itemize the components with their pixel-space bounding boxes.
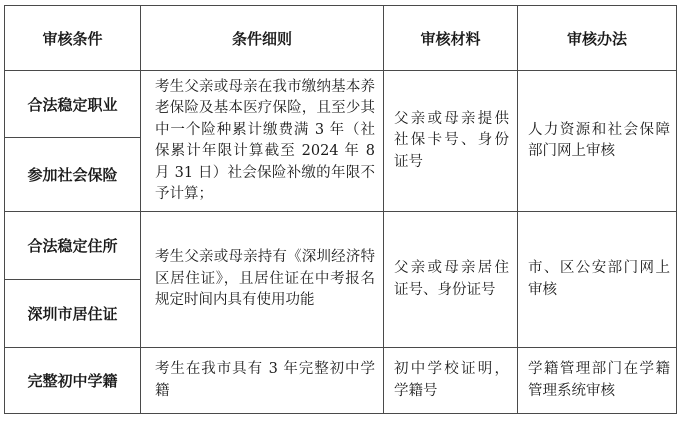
header-condition: 审核条件 — [5, 6, 141, 71]
review-table-wrapper — [4, 5, 676, 421]
materials-cell: 父亲或母亲提供社保卡号、身份证号 — [384, 71, 518, 212]
header-materials: 审核材料 — [384, 6, 518, 71]
method-cell: 人力资源和社会保障部门网上审核 — [518, 71, 677, 212]
condition-cell: 合法稳定职业 — [5, 71, 141, 138]
condition-cell: 深圳市居住证 — [5, 280, 141, 348]
header-method: 审核办法 — [518, 6, 677, 71]
condition-cell: 完整初中学籍 — [5, 348, 141, 414]
condition-cell: 合法稳定住所 — [5, 212, 141, 280]
materials-cell: 初中学校证明，学籍号 — [384, 348, 518, 414]
detail-cell: 考生在我市具有 3 年完整初中学籍 — [141, 348, 384, 414]
method-cell: 学籍管理部门在学籍管理系统审核 — [518, 348, 677, 414]
method-cell: 市、区公安部门网上审核 — [518, 212, 677, 348]
materials-cell: 父亲或母亲居住证号、身份证号 — [384, 212, 518, 348]
table-row — [5, 348, 677, 414]
header-detail: 条件细则 — [141, 6, 384, 71]
review-conditions-table — [4, 5, 677, 414]
condition-cell: 参加社会保险 — [5, 138, 141, 212]
table-row — [5, 71, 677, 138]
detail-cell: 考生父亲或母亲在我市缴纳基本养老保险及基本医疗保险，且至少其中一个险种累计缴费满 3 年（社保累计年限计算截至 2024 年 8 月 31 日）社会保险补缴的年限不予计算； — [141, 71, 384, 212]
header-row — [5, 6, 677, 71]
table-row — [5, 212, 677, 280]
detail-cell: 考生父亲或母亲持有《深圳经济特区居住证》，且居住证在中考报名规定时间内具有使用功能 — [141, 212, 384, 348]
